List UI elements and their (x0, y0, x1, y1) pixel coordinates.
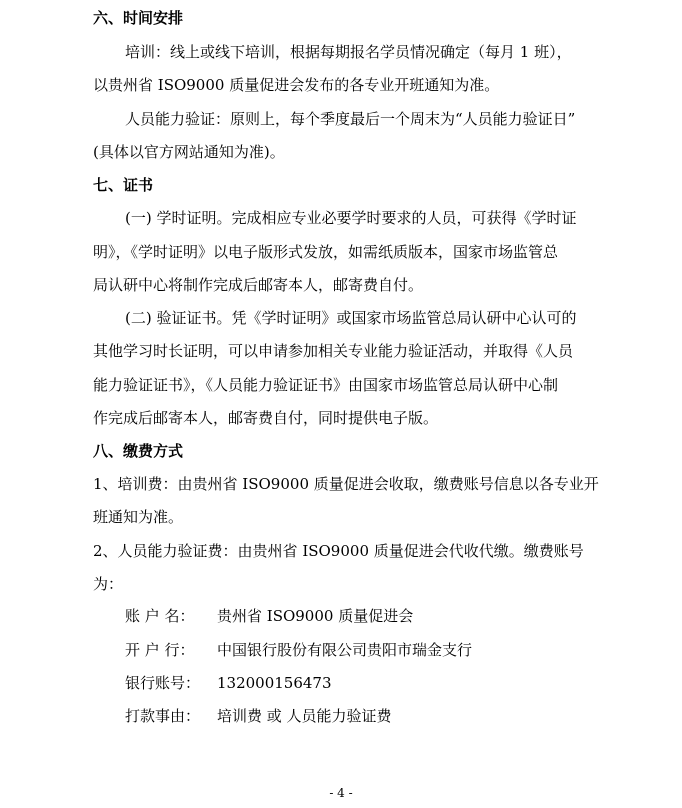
bank-account-name-value: 贵州省 ISO9000 质量促进会 (217, 607, 414, 625)
certificate-p1-line-1: (一) 学时证明。完成相应专业必要学时要求的人员，可获得《学时证 (125, 209, 577, 227)
bank-account-name-row (125, 606, 413, 626)
training-text-line-1: 培训：线上或线下培训，根据每期报名学员情况确定（每月 1 班）， (125, 43, 572, 61)
section-6-heading: 六、时间安排 (93, 9, 184, 27)
bank-branch-value: 中国银行股份有限公司贵阳市瑞金支行 (217, 641, 473, 659)
verification-text-line-2: (具体以官方网站通知为准)。 (93, 143, 285, 161)
bank-account-number-label: 银行账号： (125, 674, 201, 692)
bank-branch-row (125, 640, 472, 660)
bank-branch-label: 开 户 行： (125, 641, 195, 659)
payment-item-2-line-2: 为： (93, 575, 124, 593)
bank-payment-purpose-row (125, 706, 392, 726)
certificate-p2-line-2: 其他学习时长证明，可以申请参加相关专业能力验证活动，并取得《人员 (93, 342, 574, 360)
payment-item-2-line-1: 2、人员能力验证费：由贵州省 ISO9000 质量促进会代收代缴。缴费账号 (93, 542, 584, 560)
section-8-heading: 八、缴费方式 (93, 442, 184, 460)
bank-account-number-row (125, 673, 332, 693)
certificate-p2-line-3: 能力验证证书》，《人员能力验证证书》由国家市场监管总局认研中心制 (93, 376, 559, 394)
bank-payment-purpose-value: 培训费 或 人员能力验证费 (217, 707, 392, 725)
bank-payment-purpose-label: 打款事由： (125, 707, 201, 725)
certificate-p1-line-3: 局认研中心将制作完成后邮寄本人，邮寄费自付。 (93, 276, 424, 294)
page-number: - 4 - (329, 786, 353, 800)
certificate-p2-line-4: 作完成后邮寄本人，邮寄费自付，同时提供电子版。 (93, 409, 439, 427)
training-text-line-2: 以贵州省 ISO9000 质量促进会发布的各专业开班通知为准。 (93, 76, 500, 94)
certificate-p2-line-1: (二) 验证证书。凭《学时证明》或国家市场监管总局认研中心认可的 (125, 309, 577, 327)
payment-item-1-line-1: 1、培训费：由贵州省 ISO9000 质量促进会收取，缴费账号信息以各专业开 (93, 475, 599, 493)
bank-account-name-label: 账 户 名： (125, 607, 195, 625)
verification-text-line-1: 人员能力验证：原则上，每个季度最后一个周末为“人员能力验证日” (125, 110, 576, 128)
certificate-p1-line-2: 明》，《学时证明》以电子版形式发放，如需纸质版本，国家市场监管总 (93, 243, 559, 261)
payment-item-1-line-2: 班通知为准。 (93, 508, 184, 526)
bank-account-number-value: 132000156473 (217, 674, 332, 692)
section-7-heading: 七、证书 (93, 176, 154, 194)
